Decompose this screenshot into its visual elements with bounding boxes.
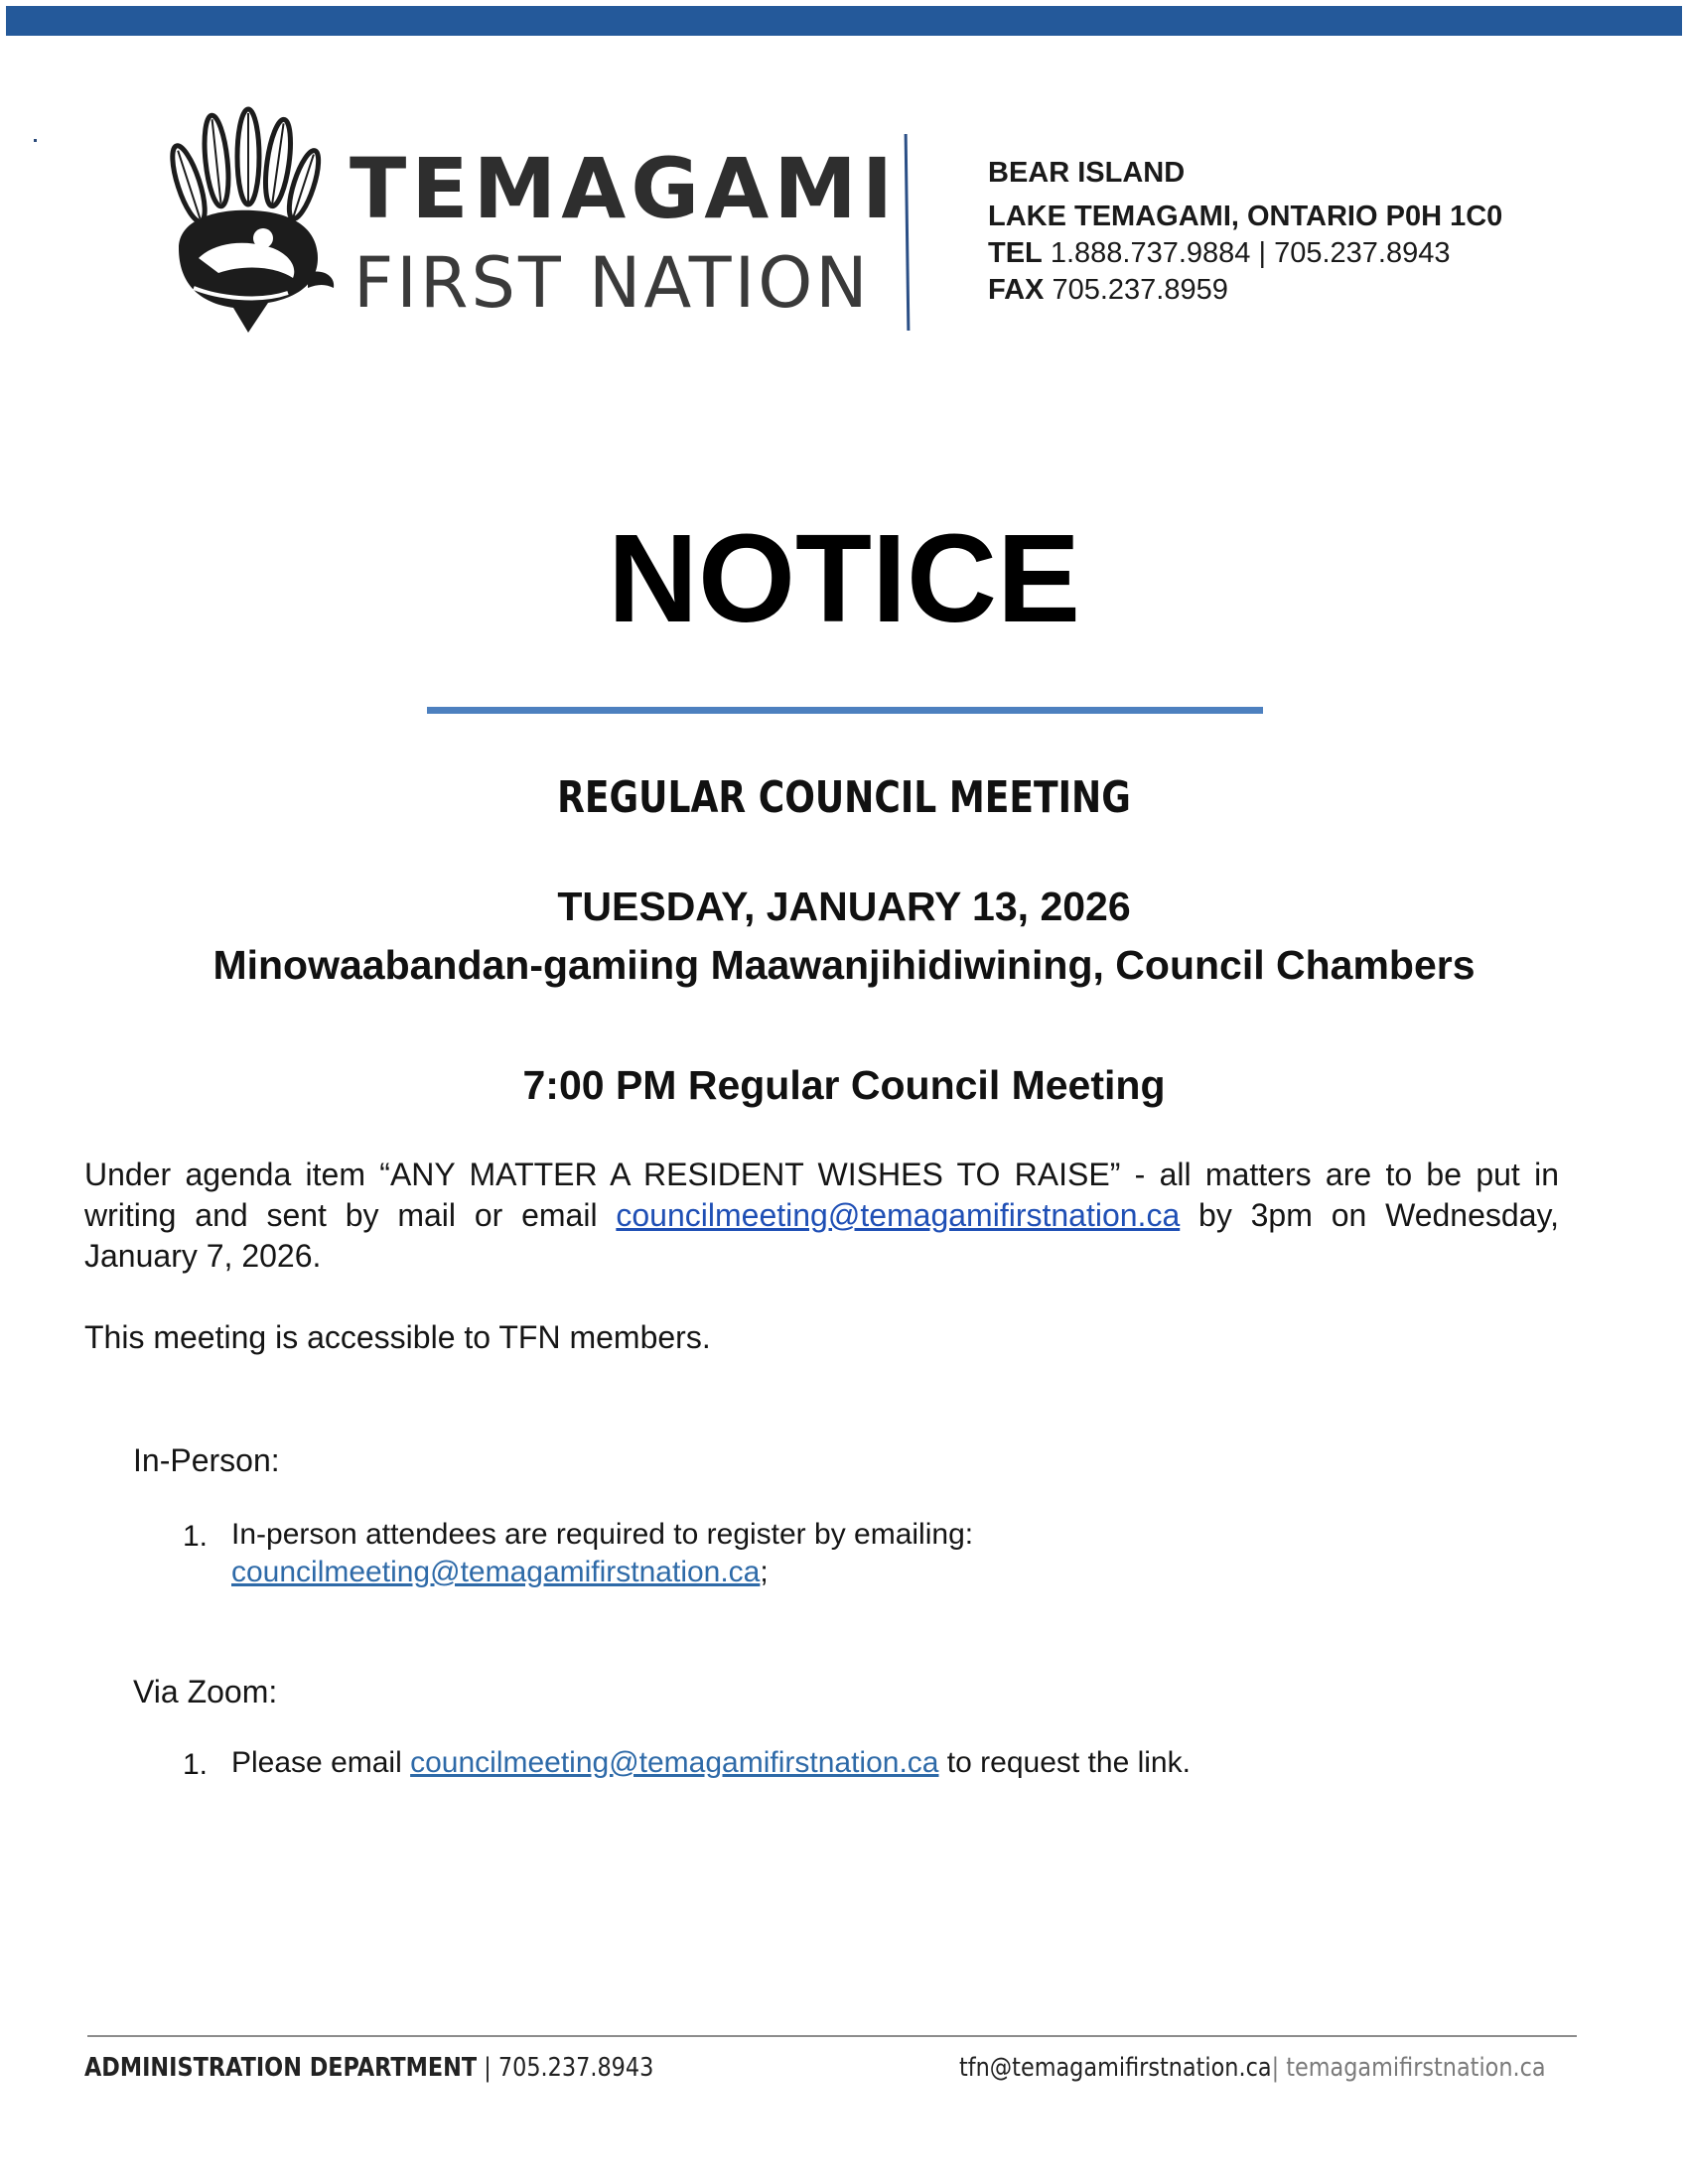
meeting-location: Minowaabandan-gamiing Maawanjihidiwining, Council Chambers [212,942,1476,988]
zoom-text-after: to request the link. [938,1746,1191,1779]
zoom-email-link[interactable]: councilmeeting@temagamifirstnation.ca [410,1746,939,1779]
footer-department [84,2055,653,2081]
fax-value: 705.237.8959 [1044,274,1228,306]
logo-text-first-nation: FIRST NATION [353,242,871,324]
tel-label: TEL [988,237,1043,269]
footer-separator: | [1271,2053,1287,2083]
meeting-type-heading: REGULAR COUNCIL MEETING [557,772,1131,823]
agenda-text-before: Under agenda item “ANY MATTER A RESIDENT WISHES TO RAISE” - all matters are to be put in writing and sent by mail or email [84,1157,1559,1233]
address-line-1: BEAR ISLAND [988,157,1186,189]
in-person-email-link[interactable]: councilmeeting@temagamifirstnation.ca [231,1556,761,1588]
notice-divider [427,707,1263,714]
address-fax [988,276,1228,305]
in-person-list-number: 1. [183,1520,209,1553]
fax-label: FAX [988,274,1045,306]
agenda-email-link[interactable]: councilmeeting@temagamifirstnation.ca [616,1197,1181,1233]
meeting-date: TUESDAY, JANUARY 13, 2026 [557,884,1131,929]
tel-value: 1.888.737.9884 | 705.237.8943 [1042,237,1451,269]
logo-text-temagami: TEMAGAMI [350,140,899,237]
in-person-list-item [231,1516,973,1591]
notice-title: NOTICE [607,508,1080,648]
feather-hand-emblem-icon [159,99,338,347]
agenda-paragraph [84,1155,1559,1277]
zoom-list-number: 1. [183,1748,209,1781]
in-person-suffix: ; [760,1556,769,1588]
agenda-text-after: by 3pm on Wednesday, January 7, 2026. [84,1197,1560,1274]
header-divider [905,134,911,331]
zoom-text-before: Please email [231,1746,411,1779]
footer-email[interactable]: tfn@temagamifirstnation.ca [959,2053,1272,2083]
zoom-label: Via Zoom: [133,1674,278,1709]
footer-divider [87,2035,1577,2037]
footer-phone: | 705.237.8943 [477,2053,654,2083]
address-tel [988,239,1450,268]
in-person-label: In-Person: [133,1442,280,1478]
stray-mark [34,139,37,142]
in-person-instruction: In-person attendees are required to register by emailing: [231,1518,974,1551]
zoom-list-item [231,1744,1191,1782]
footer-contact [959,2055,1546,2081]
footer-department-name: ADMINISTRATION DEPARTMENT [84,2053,478,2083]
access-note: This meeting is accessible to TFN members. [84,1319,711,1355]
footer-website[interactable]: temagamifirstnation.ca [1286,2053,1546,2083]
meeting-time: 7:00 PM Regular Council Meeting [522,1062,1166,1108]
address-line-2: LAKE TEMAGAMI, ONTARIO P0H 1C0 [988,201,1503,232]
top-color-bar [6,6,1682,36]
